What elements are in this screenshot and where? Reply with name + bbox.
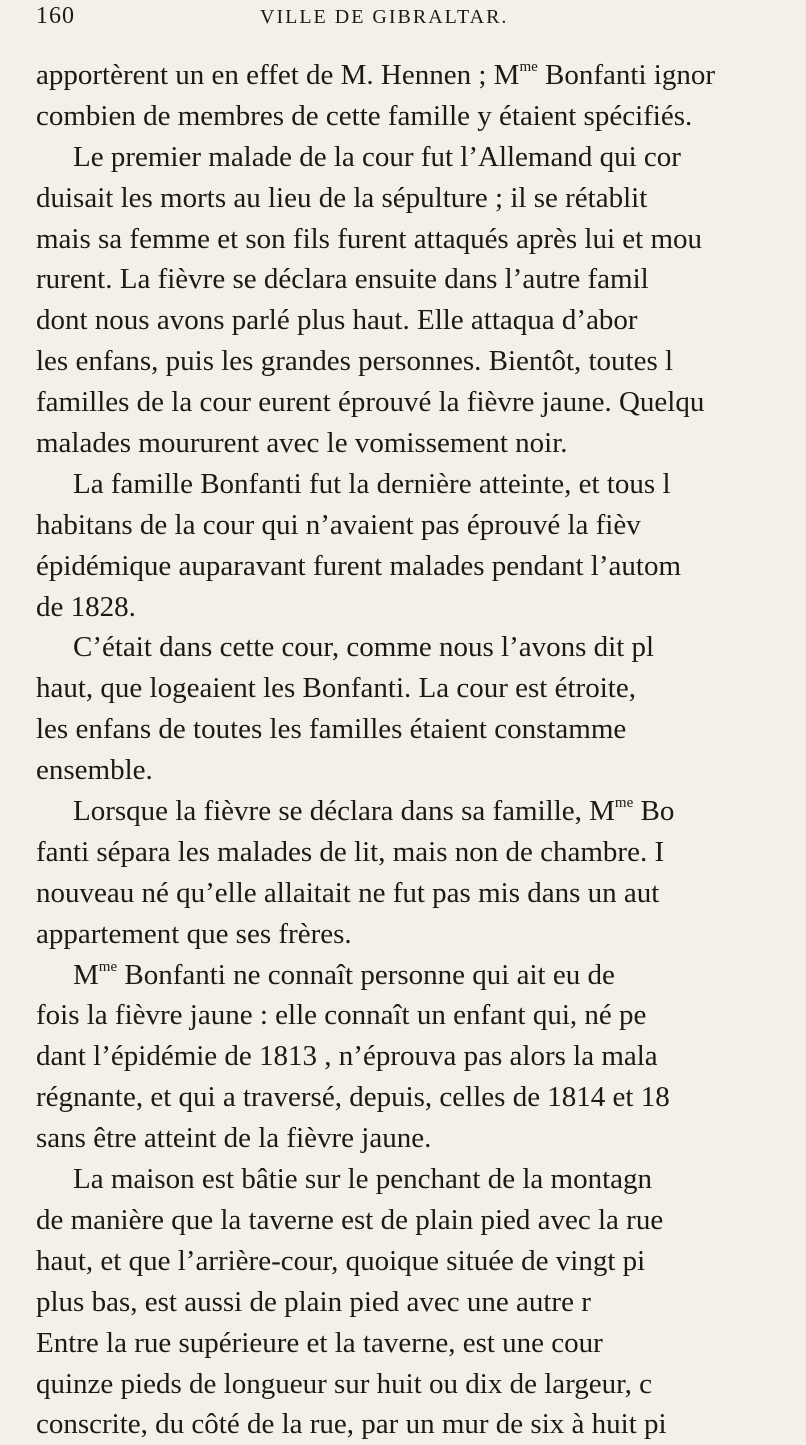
text-line: familles de la cour eurent éprouvé la fièvre jaune. Quelqu xyxy=(36,386,705,419)
text-line: mais sa femme et son fils furent attaqués après lui et mou xyxy=(36,222,703,255)
text-line: plus bas, est aussi de plain pied avec une autre r xyxy=(36,1285,591,1318)
text-line: haut, et que l’arrière-cour, quoique située de vingt pi xyxy=(36,1244,646,1277)
text-line: fanti sépara les malades de lit, mais non de chambre. I xyxy=(36,835,665,868)
text-line: les enfans de toutes les familles étaient constamme xyxy=(36,713,627,746)
text-line: Le premier malade de la cour fut l’Allemand qui cor xyxy=(73,140,681,173)
text-line: rurent. La fièvre se déclara ensuite dans l’autre famil xyxy=(36,263,649,296)
text-line: apportèrent un en effet de M. Hennen ; $M^{me}$ Bonfanti ignor xyxy=(36,59,715,91)
text-line: La famille Bonfanti fut la dernière atteinte, et tous l xyxy=(73,467,671,500)
text-line: duisait les morts au lieu de la sépulture ; il se rétablit xyxy=(36,181,648,214)
text-line: nouveau né qu’elle allaitait ne fut pas mis dans un aut xyxy=(36,876,660,909)
text-line: dant l’épidémie de 1813 , n’éprouva pas alors la mala xyxy=(36,1040,658,1073)
body-text xyxy=(36,55,806,1445)
running-title: VILLE DE GIBRALTAR. xyxy=(260,6,509,28)
text-line: conscrite, du côté de la rue, par un mur de six à huit pi xyxy=(36,1408,667,1441)
page-number: 160 xyxy=(36,3,75,29)
text-line: habitans de la cour qui n’avaient pas éprouvé la fièv xyxy=(36,508,641,541)
text-line: de manière que la taverne est de plain pied avec la rue xyxy=(36,1203,664,1236)
text-line: La maison est bâtie sur le penchant de la montagn xyxy=(73,1163,653,1196)
text-line: malades moururent avec le vomissement noir. xyxy=(36,427,568,460)
text-line: quinze pieds de longueur sur huit ou dix de largeur, c xyxy=(36,1367,653,1400)
running-head xyxy=(36,3,796,33)
text-line: les enfans, puis les grandes personnes. Bientôt, toutes l xyxy=(36,345,674,378)
text-line: épidémique auparavant furent malades pendant l’autom xyxy=(36,549,681,582)
text-line: appartement que ses frères. xyxy=(36,917,352,950)
text-line: sans être atteint de la fièvre jaune. xyxy=(36,1122,432,1155)
text-line: Lorsque la fièvre se déclara dans sa famille, $M^{me}$ Bo xyxy=(73,795,675,828)
text-line: $M^{me}$ Bonfanti ne connaît personne qui ait eu de xyxy=(73,958,615,991)
text-line: combien de membres de cette famille y étaient spécifiés. xyxy=(36,99,693,132)
text-line: haut, que logeaient les Bonfanti. La cour est étroite, xyxy=(36,672,636,705)
text-line: de 1828. xyxy=(36,590,136,623)
text-line: Entre la rue supérieure et la taverne, est une cour xyxy=(36,1326,603,1359)
text-line: dont nous avons parlé plus haut. Elle attaqua d’abor xyxy=(36,304,638,337)
text-line: ensemble. xyxy=(36,754,153,787)
text-line: fois la fièvre jaune : elle connaît un enfant qui, né pe xyxy=(36,999,647,1032)
text-line: C’était dans cette cour, comme nous l’avons dit pl xyxy=(73,631,655,664)
text-line: régnante, et qui a traversé, depuis, celles de 1814 et 18 xyxy=(36,1081,670,1114)
